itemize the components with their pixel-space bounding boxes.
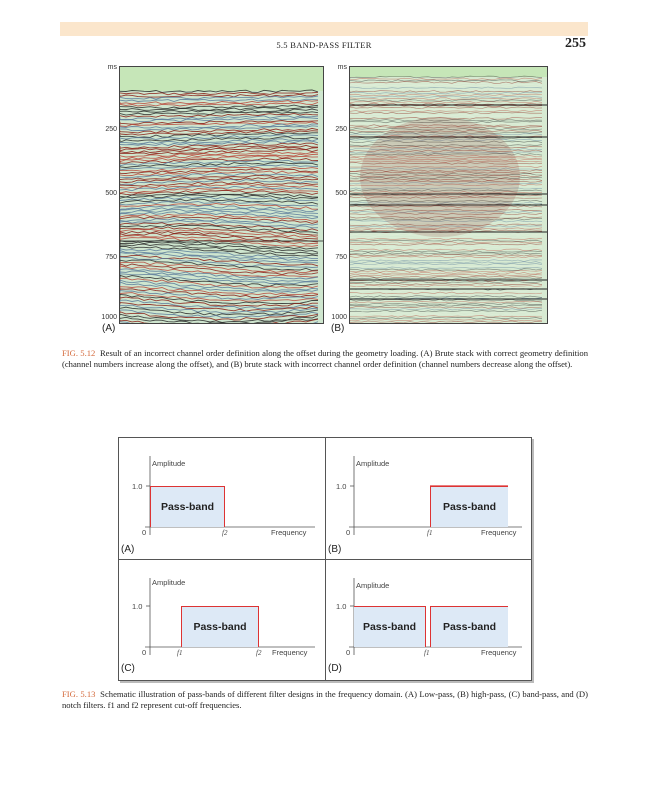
filter-figure — [118, 437, 532, 681]
amplitude-label: Amplitude — [152, 578, 186, 587]
one-label: 1.0 — [132, 482, 143, 491]
filter-panel-b — [325, 438, 531, 559]
pass-band: Pass-band — [181, 606, 259, 647]
pass-band-right: Pass-band — [430, 606, 508, 647]
pass-band: Pass-band — [150, 486, 225, 527]
zero-label: 0 — [142, 648, 147, 657]
frequency-label: Frequency — [272, 648, 308, 657]
caption-text: Result of an incorrect channel order definition along the offset during the geometry loading. (A) Brute stack with correct geometry definition (channel numbers increase along the offset), and (B) brute stack with incorrect channel order definition (channel numbers decrease along the offset). — [62, 348, 589, 370]
zero-label: 0 — [346, 648, 351, 657]
frequency-label: Frequency — [481, 648, 517, 657]
ms-label-b: ms — [337, 64, 347, 71]
amplitude-label: Amplitude — [152, 459, 186, 468]
tick-500-a: 500 — [105, 190, 117, 197]
f1-label: f1 — [177, 649, 183, 657]
caption-fig-5-12 — [62, 348, 588, 370]
page-number: 255 — [565, 36, 586, 51]
panel-letter: (B) — [328, 544, 342, 555]
one-label: 1.0 — [336, 482, 347, 491]
frequency-label: Frequency — [271, 528, 307, 537]
caption-fig-5-13 — [62, 689, 588, 711]
panel-letter: (C) — [121, 663, 135, 674]
pass-band: Pass-band — [430, 486, 508, 527]
tick-500-b: 500 — [335, 190, 347, 197]
filter-panel-c — [119, 559, 325, 680]
zero-label: 0 — [142, 528, 147, 537]
one-label: 1.0 — [336, 602, 347, 611]
caption-label: FIG. 5.12 — [62, 348, 96, 358]
pass-band-left: Pass-band — [354, 606, 426, 647]
caption-label: FIG. 5.13 — [62, 689, 96, 699]
tick-1000-b: 1000 — [331, 314, 347, 321]
f2-label: f2 — [222, 529, 228, 537]
amplitude-label: Amplitude — [356, 581, 390, 590]
filter-panel-d — [325, 559, 531, 680]
seismic-image-b — [350, 67, 547, 323]
ms-label-a: ms — [107, 64, 117, 71]
f1-label: f1 — [424, 649, 430, 657]
tick-250-a: 250 — [105, 126, 117, 133]
seismic-panel-b — [349, 66, 548, 324]
f2-label: f2 — [256, 649, 262, 657]
caption-text: Schematic illustration of pass-bands of different filter designs in the frequency domain. (A) Low-pass, (B) high-pass, (C) band-pass, and (D) notch filters. f1 and f2 represent cut-off frequencies. — [62, 689, 589, 711]
seismic-panel-a — [119, 66, 324, 324]
panel-letter-b: (B) — [331, 323, 345, 334]
seismic-image-a — [120, 67, 323, 323]
zero-label: 0 — [346, 528, 351, 537]
filter-panel-a — [119, 438, 325, 559]
tick-1000-a: 1000 — [101, 314, 117, 321]
header-band — [60, 22, 588, 36]
frequency-label: Frequency — [481, 528, 517, 537]
f1-label: f1 — [427, 529, 433, 537]
running-head: 5.5 BAND-PASS FILTER — [276, 40, 372, 50]
tick-750-b: 750 — [335, 254, 347, 261]
tick-250-b: 250 — [335, 126, 347, 133]
panel-letter: (A) — [121, 544, 135, 555]
amplitude-label: Amplitude — [356, 459, 390, 468]
tick-750-a: 750 — [105, 254, 117, 261]
panel-letter: (D) — [328, 663, 342, 674]
one-label: 1.0 — [132, 602, 143, 611]
panel-letter-a: (A) — [102, 323, 116, 334]
